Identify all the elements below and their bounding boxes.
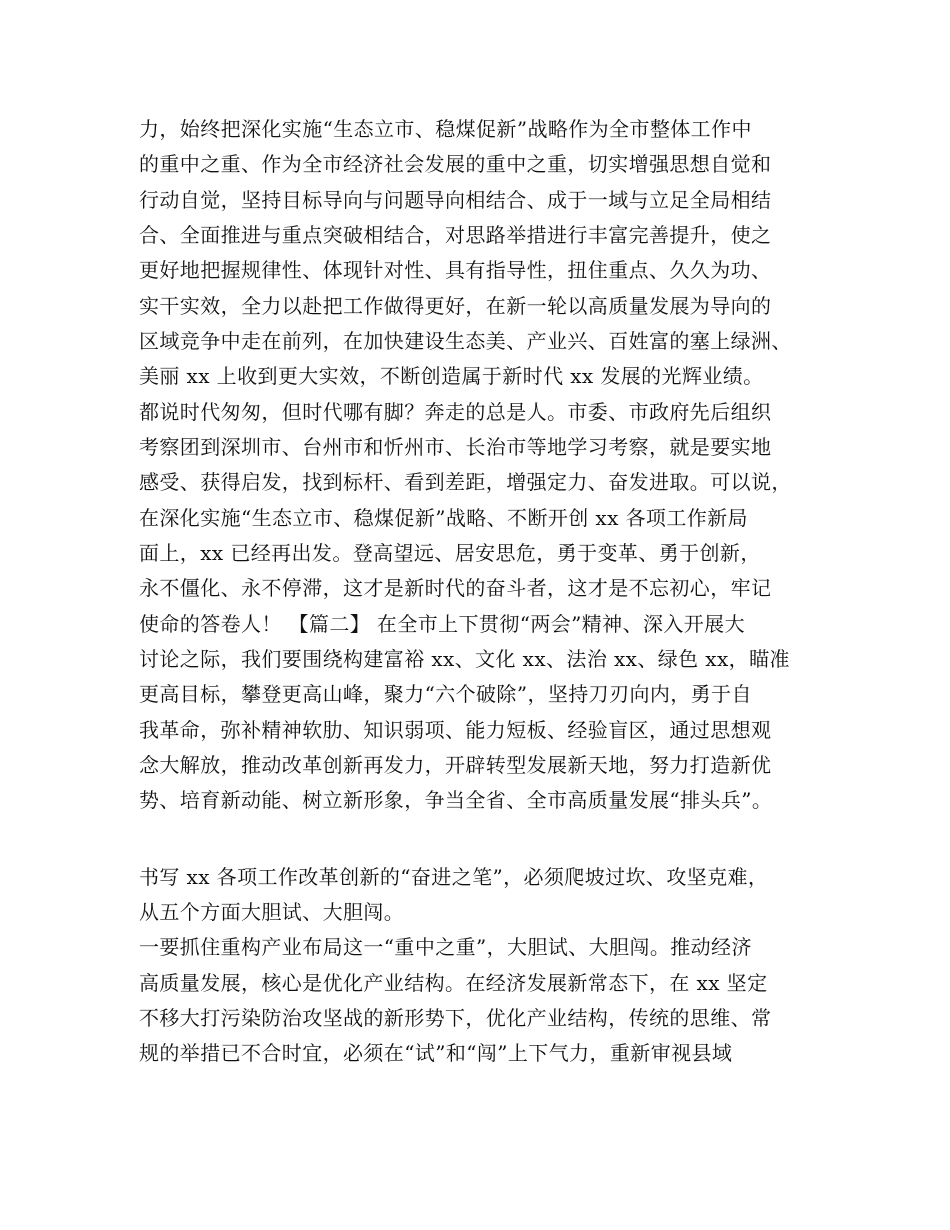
text-line: 永不僵化、永不停滞，这才是新时代的奋斗者，这才是不忘初心，牢记 [139,576,772,600]
text-line: 更好地把握规律性、体现针对性、具有指导性，扭住重点、久久为功、 [139,258,772,282]
text-line: 都说时代匆匆，但时代哪有脚？奔走的总是人。市委、市政府先后组织 [139,400,772,424]
text-line: 我革命，弥补精神软肋、知识弱项、能力短板、经验盲区，通过思想观 [139,718,772,742]
text-line: 更高目标，攀登更高山峰，聚力“六个破除”，坚持刀刃向内，勇于自 [139,682,752,706]
text-line: 念大解放，推动改革创新再发力，开辟转型发展新天地，努力打造新优 [139,753,772,777]
text-line: 势、培育新动能、树立新形象，争当全省、全市高质量发展“排头兵”。 [139,788,773,812]
text-line: 讨论之际，我们要围绕构建富裕 xx、文化 xx、法治 xx、绿色 xx，瞄准 [139,647,790,671]
text-line: 面上，xx 已经再出发。登高望远、居安思危，勇于变革、勇于创新， [139,541,761,565]
text-line: 一要抓住重构产业布局这一“重中之重”，大胆试、大胆闯。推动经济 [139,935,752,959]
text-line: 行动自觉，坚持目标导向与问题导向相结合、成于一域与立足全局相结 [139,188,772,212]
text-line: 区域竞争中走在前列，在加快建设生态美、产业兴、百姓富的塞上绿洲、 [139,329,792,353]
text-line: 感受、获得启发，找到标杆、看到差距，增强定力、奋发进取。可以说， [139,470,792,494]
text-line: 书写 xx 各项工作改革创新的“奋进之笔”，必须爬坡过坎、攻坚克难， [139,865,769,889]
text-line: 从五个方面大胆试、大胆闯。 [139,900,405,924]
text-line: 不移大打污染防治攻坚战的新形势下，优化产业结构，传统的思维、常 [139,1006,772,1030]
text-line: 实干实效，全力以赴把工作做得更好，在新一轮以高质量发展为导向的 [139,294,772,318]
text-line: 力，始终把深化实施“生态立市、稳煤促新”战略作为全市整体工作中 [139,117,752,141]
text-line: 在深化实施“生态立市、稳煤促新”战略、不断开创 xx 各项工作新局 [139,506,748,530]
text-line: 的重中之重、作为全市经济社会发展的重中之重，切实增强思想自觉和 [139,152,772,176]
text-line: 高质量发展，核心是优化产业结构。在经济发展新常态下，在 xx 坚定 [139,971,768,995]
text-line: 使命的答卷人！ 【篇二】 在全市上下贯彻“两会”精神、深入开展大 [139,612,745,636]
text-line: 考察团到深圳市、台州市和忻州市、长治市等地学习考察，就是要实地 [139,435,772,459]
text-line: 合、全面推进与重点突破相结合，对思路举措进行丰富完善提升，使之 [139,223,772,247]
text-line: 规的举措已不合时宜，必须在“试”和“闯”上下气力，重新审视县域 [139,1041,733,1065]
text-line: 美丽 xx 上收到更大实效，不断创造属于新时代 xx 发展的光辉业绩。 [139,364,764,388]
